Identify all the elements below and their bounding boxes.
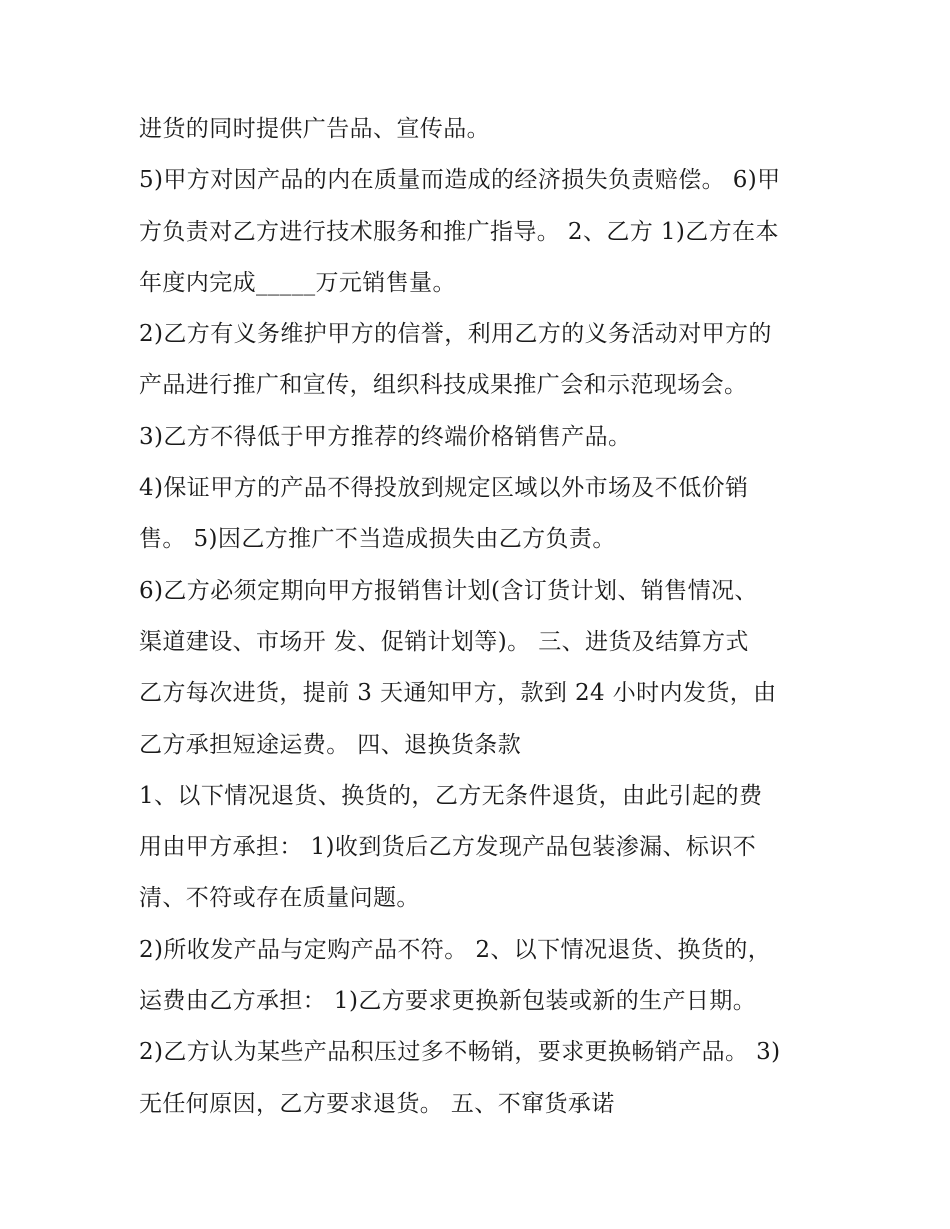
text-line: 售。 5)因乙方推广不当造成损失由乙方负责。 (139, 526, 616, 553)
text-line: 清、不符或存在质量问题。 (139, 885, 420, 912)
text-line: 进货的同时提供广告品、宣传品。 (139, 116, 490, 142)
text-line: 无任何原因，乙方要求退货。 五、不窜货承诺 (139, 1090, 615, 1117)
text-line: 3)乙方不得低于甲方推荐的终端价格销售产品。 (139, 423, 632, 450)
text-line: 渠道建设、市场开 发、促销计划等)。 三、进货及结算方式 (139, 628, 749, 655)
text-line: 2)所收发产品与定购产品不符。 2、以下情况退货、换货的， (139, 936, 772, 963)
text-line: 4)保证甲方的产品不得投放到规定区域以外市场及不低价销 (139, 475, 749, 502)
text-line: 方负责对乙方进行技术服务和推广指导。 2、乙方 1)乙方在本 (139, 218, 779, 245)
text-line: 年度内完成_____万元销售量。 (139, 269, 456, 296)
text-line: 2)乙方有义务维护甲方的信誉，利用乙方的义务活动对甲方的 (139, 321, 772, 348)
text-line: 1、以下情况退货、换货的，乙方无条件退货，由此引起的费 (139, 782, 763, 809)
text-line: 5)甲方对因产品的内在质量而造成的经济损失负责赔偿。 6)甲 (139, 167, 781, 194)
text-line: 2)乙方认为某些产品积压过多不畅销，要求更换畅销产品。 3) (139, 1039, 781, 1066)
contract-body (139, 104, 819, 1130)
text-line: 运费由乙方承担： 1)乙方要求更换新包装或新的生产日期。 (139, 988, 757, 1015)
text-line: 6)乙方必须定期向甲方报销售计划(含订货计划、销售情况、 (139, 577, 758, 604)
text-line: 用由甲方承担： 1)收到货后乙方发现产品包装渗漏、标识不 (139, 834, 757, 861)
text-line: 乙方承担短途运费。 四、退换货条款 (139, 731, 522, 758)
text-line: 产品进行推广和宣传，组织科技成果推广会和示范现场会。 (139, 372, 748, 399)
text-line: 乙方每次进货，提前 3 天通知甲方，款到 24 小时内发货，由 (139, 680, 777, 707)
